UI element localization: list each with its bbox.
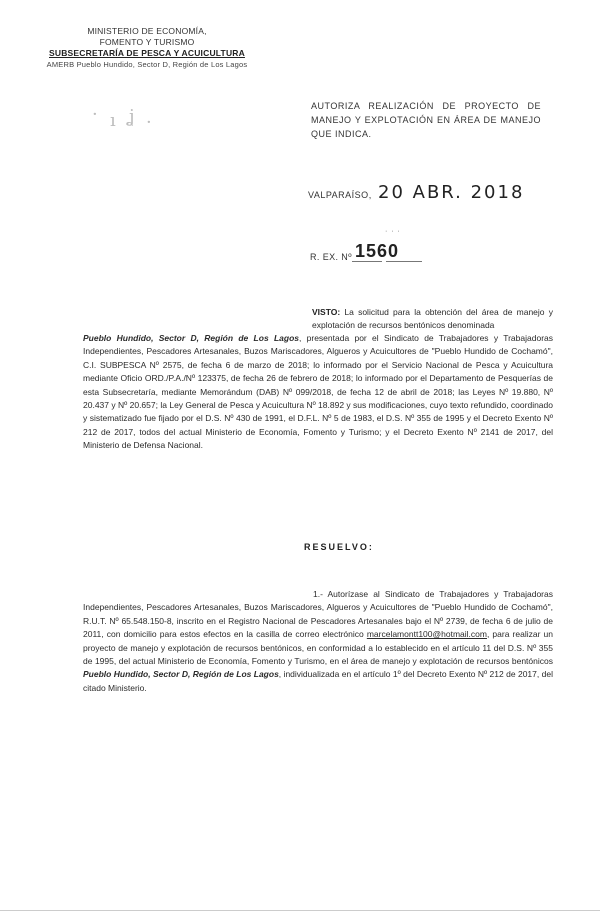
visto-area-name: Pueblo Hundido, Sector D, Región de Los Lagos xyxy=(83,333,299,343)
resolution-underline-2 xyxy=(386,261,422,262)
resolution-label: R. EX. Nº xyxy=(310,252,352,262)
resolution-number: 1560 xyxy=(355,241,400,261)
ministry-line-2: FOMENTO Y TURISMO xyxy=(99,37,195,47)
handwritten-mark: · · · xyxy=(385,228,401,235)
document-title: AUTORIZA REALIZACIÓN DE PROYECTO DE MANEJO Y EXPLOTACIÓN EN ÁREA DE MANEJO QUE INDICA. xyxy=(311,101,541,139)
ministry-line: MINISTERIO DE ECONOMÍA, xyxy=(87,26,207,36)
faded-stamp-image: · ı ʝ · xyxy=(92,104,152,133)
visto-label: VISTO: xyxy=(312,307,341,317)
visto-text-1: La solicitud para la obtención del área de manejo y explotación de recursos bentónicos denominada xyxy=(312,307,553,331)
email-link[interactable]: marcelamontt100@hotmail.com xyxy=(366,629,487,640)
date-stamp: 20 ABR. 2018 xyxy=(378,182,525,203)
subsecretaria-line: SUBSECRETARÍA DE PESCA Y ACUICULTURA xyxy=(49,48,245,58)
article-1-text-3: , individualizada en el artículo 1º del Decreto Exento Nº 212 de 2017, del citado Ministerio. xyxy=(83,669,553,693)
article-1-paragraph xyxy=(83,588,553,695)
bottom-edge-line xyxy=(0,910,600,911)
visto-text-2: , presentada por el Sindicato de Trabajadores y Trabajadoras Independientes, Pescadores Artesanales, Buzos Mariscadores, Algueros y Acuicultores de "Pueblo Hundido de Cochamó", C.I. SUBPESCA Nº 2575, de fecha 6 de marzo de 2018; lo informado por el Servicio Nacional de Pesca y Acuicultura mediante Oficio ORD./P.A./Nº 123375, de fecha 26 de febrero de 2018; lo informado por el Departamento de Pesquerías de esta Subsecretaría, mediante Memorándum (DAB) Nº 099/2018, de fecha 12 de abril de 2018; las Leyes Nº 19.880, Nº 20.437 y Nº 20.657; la Ley General de Pesca y Acuicultura Nº 18.892 y sus modificaciones, cuyo texto refundido, coordinado y sistematizado fue fijado por el D.S. Nº 430 de 1991, el D.F.L. Nº 5 de 1983, el D.S. Nº 355 de 1995 y el Decreto Exento Nº 212 de 2017, todos del actual Ministerio de Economía, Fomento y Turismo; y el Decreto Exento Nº 2141 de 2017, del Ministerio de Defensa Nacional. xyxy=(83,333,553,451)
visto-paragraph-continued xyxy=(83,332,553,453)
resuelvo-heading: RESUELVO: xyxy=(304,542,374,552)
letterhead xyxy=(42,26,252,70)
place-label: VALPARAÍSO, xyxy=(308,190,372,200)
article-1-area-name: Pueblo Hundido, Sector D, Región de Los Lagos xyxy=(83,669,279,680)
amerb-line: AMERB Pueblo Hundido, Sector D, Región de Los Lagos xyxy=(46,60,248,69)
visto-paragraph xyxy=(312,306,553,333)
resolution-underline xyxy=(352,261,382,262)
article-1-text-2: , para realizar un proyecto de manejo y explotación de recursos bentónicos, en conformidad a lo establecido en el artículo 11 del D.S. Nº 355 de 1995, del actual Ministerio de Economía, Fomento y Turismo, en el área de manejo y explotación de recursos bentónicos xyxy=(83,629,553,667)
article-1-text-1: 1.- Autorízase al Sindicato de Trabajadores y Trabajadoras Independientes, Pescadores Artesanales, Buzos Mariscadores, Algueros y Acuicultores de "Pueblo Hundido de Cochamó", R.U.T. Nº 65.548.150-8, inscrito en el Registro Nacional de Pescadores Artesanales bajo el Nº 2739, de fecha 6 de julio de 2011, con domicilio para estos efectos en la casilla de correo electrónico xyxy=(83,589,553,640)
